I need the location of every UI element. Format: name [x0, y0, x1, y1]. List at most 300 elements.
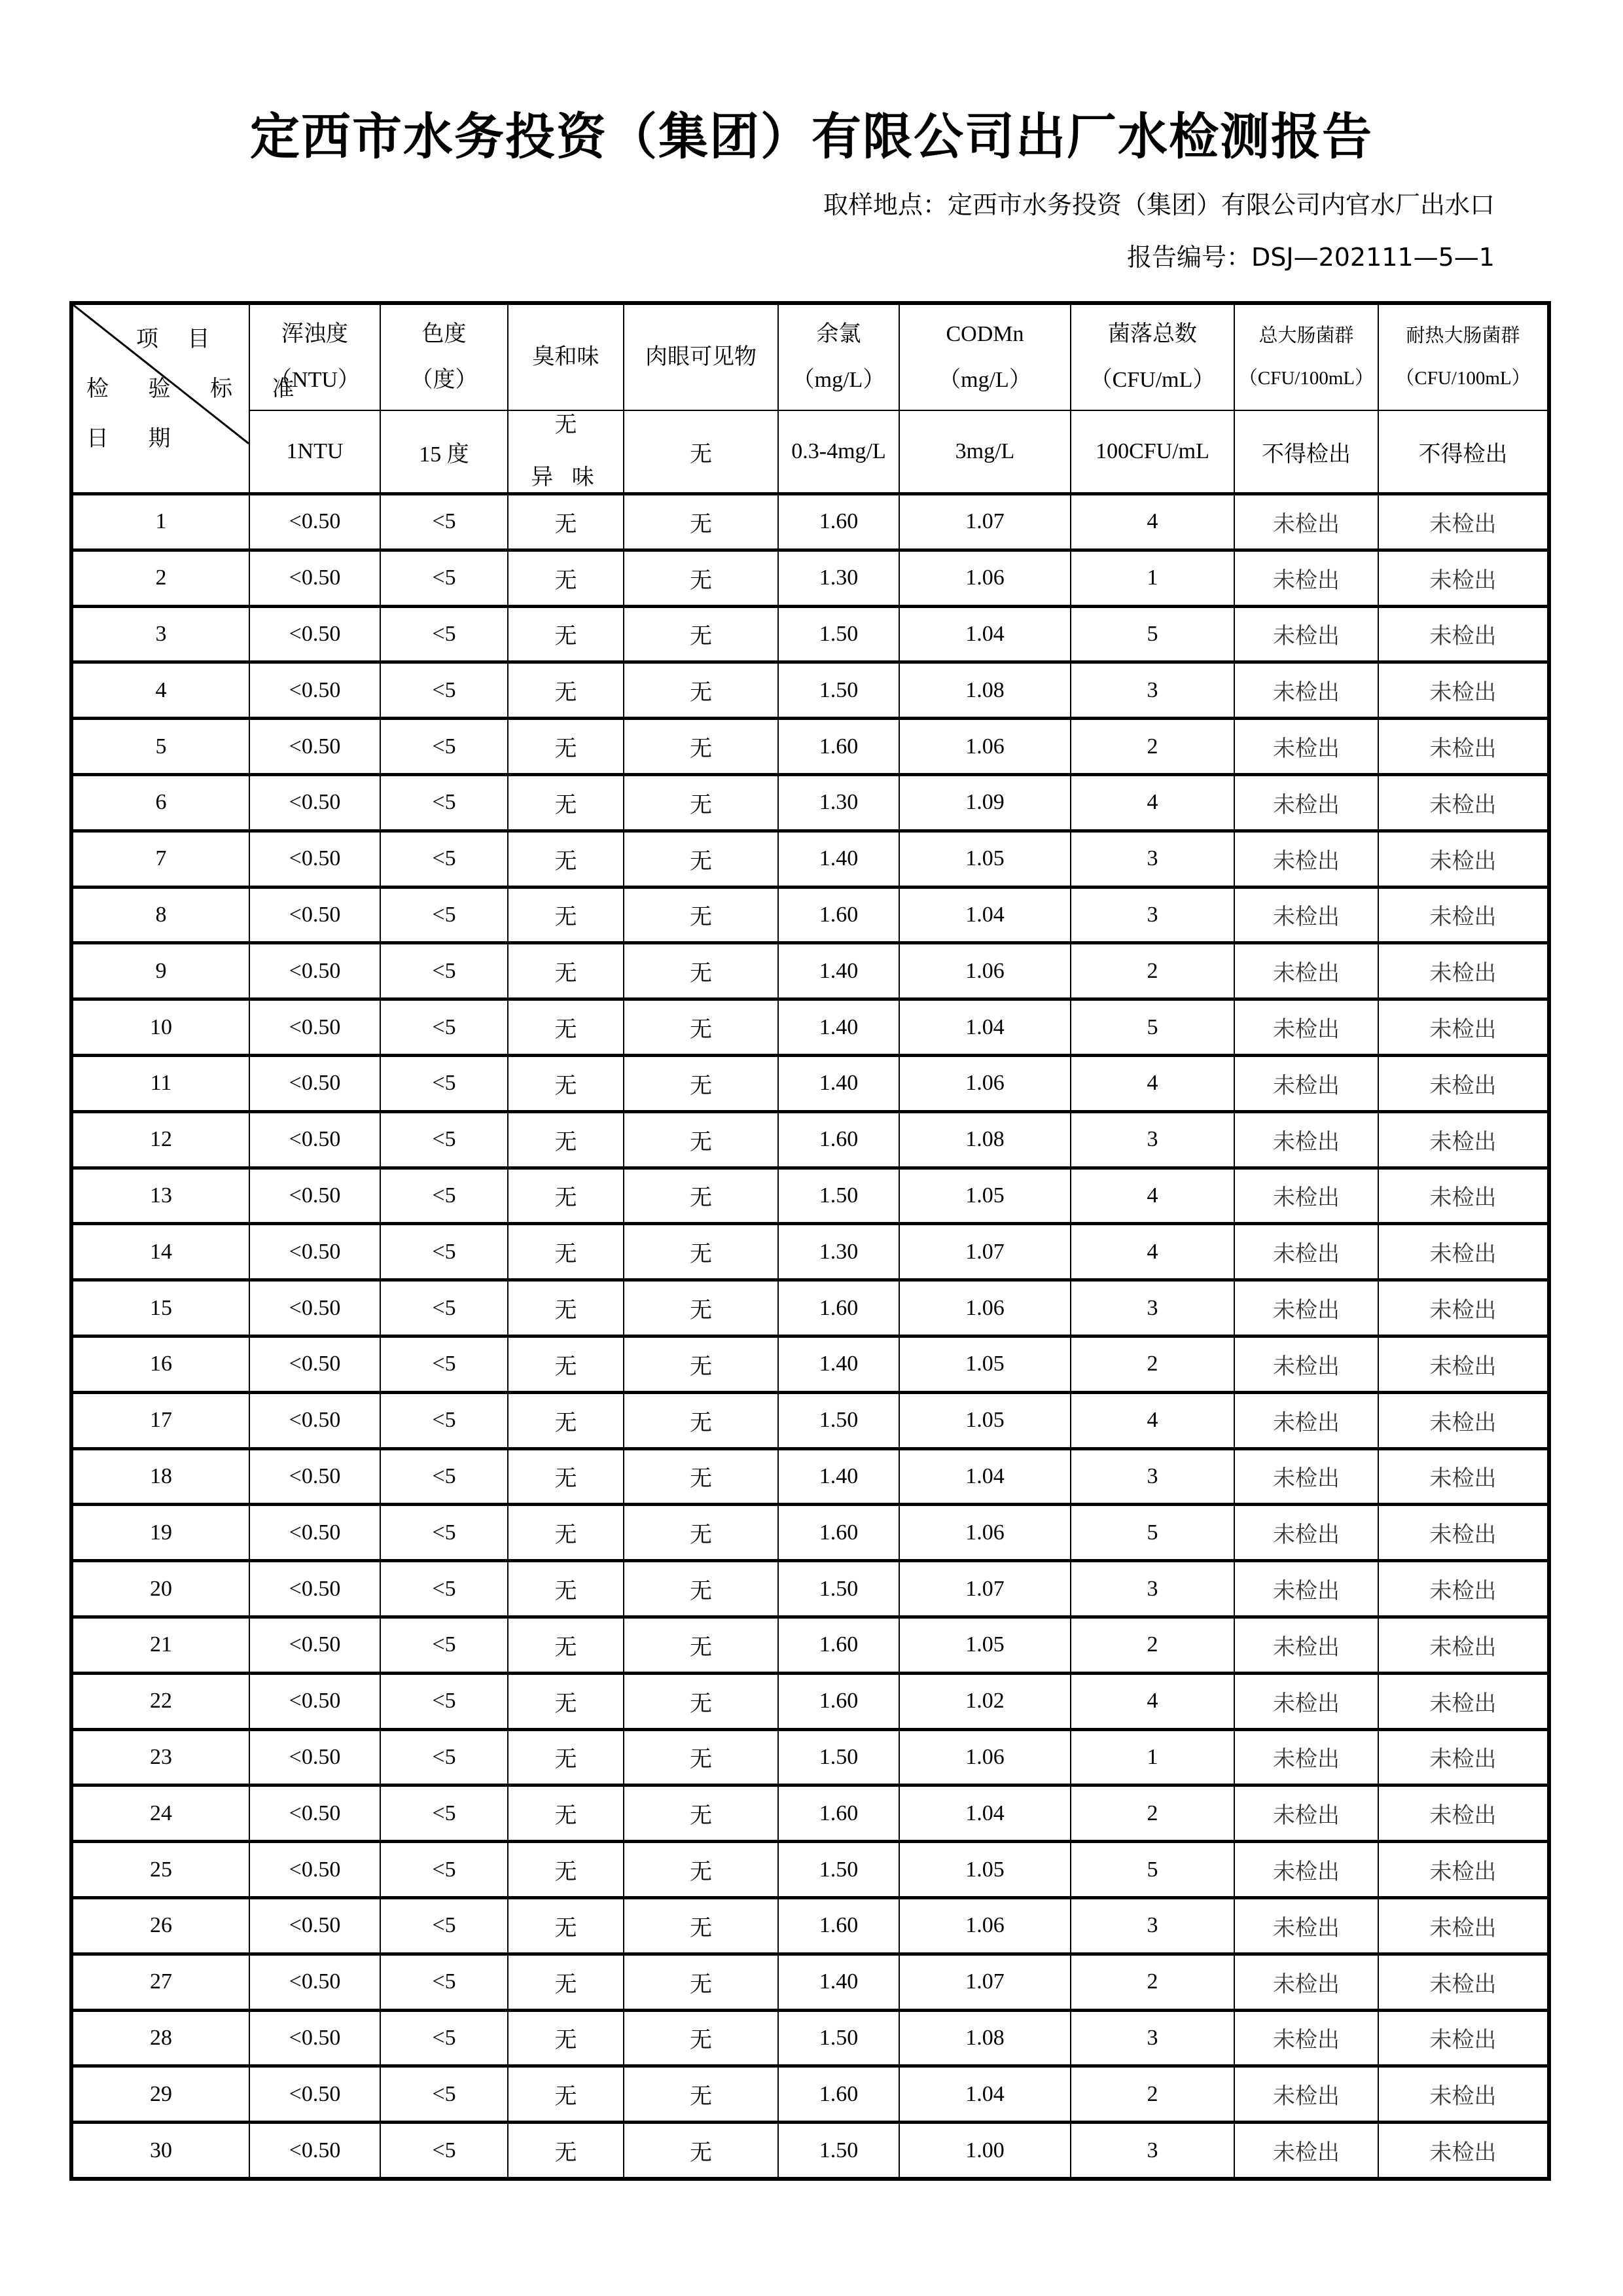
table-row: [71, 1336, 1549, 1392]
thermotolerant-coliforms-cell: 未检出: [1378, 831, 1549, 887]
thermotolerant-coliforms-cell: 未检出: [1378, 1280, 1549, 1336]
date-cell: 3: [71, 606, 249, 662]
color-cell: <5: [380, 999, 508, 1056]
visible-matter-cell: 无: [624, 1729, 778, 1785]
color-cell: <5: [380, 831, 508, 887]
total-coliforms-cell: 未检出: [1234, 774, 1378, 831]
color-cell: <5: [380, 719, 508, 775]
turbidity-cell: <0.50: [249, 887, 380, 943]
header-row-items: [71, 303, 1549, 410]
odor-cell: 无: [508, 1224, 624, 1280]
column-header-codmn: CODMn （mg/L）: [899, 303, 1071, 410]
total-coliforms-cell: 未检出: [1234, 999, 1378, 1056]
thermotolerant-coliforms-cell: 未检出: [1378, 1617, 1549, 1673]
residual-chlorine-cell: 1.60: [778, 1617, 899, 1673]
turbidity-cell: <0.50: [249, 774, 380, 831]
turbidity-cell: <0.50: [249, 1617, 380, 1673]
residual-chlorine-cell: 1.60: [778, 887, 899, 943]
total-coliforms-cell: 未检出: [1234, 831, 1378, 887]
codmn-cell: 1.04: [899, 999, 1071, 1056]
color-cell: <5: [380, 606, 508, 662]
colony-count-cell: 5: [1071, 1505, 1234, 1561]
total-coliforms-cell: 未检出: [1234, 662, 1378, 719]
total-coliforms-cell: 未检出: [1234, 1897, 1378, 1954]
standard-colony-count: 100CFU/mL: [1071, 410, 1234, 494]
turbidity-cell: <0.50: [249, 1842, 380, 1898]
odor-cell: 无: [508, 1336, 624, 1392]
date-cell: 24: [71, 1785, 249, 1842]
codmn-cell: 1.06: [899, 1505, 1071, 1561]
total-coliforms-cell: 未检出: [1234, 2010, 1378, 2066]
residual-chlorine-cell: 1.30: [778, 774, 899, 831]
thermotolerant-coliforms-cell: 未检出: [1378, 2010, 1549, 2066]
visible-matter-cell: 无: [624, 550, 778, 606]
total-coliforms-cell: 未检出: [1234, 1842, 1378, 1898]
turbidity-cell: <0.50: [249, 2123, 380, 2179]
turbidity-cell: <0.50: [249, 831, 380, 887]
date-cell: 4: [71, 662, 249, 719]
date-cell: 15: [71, 1280, 249, 1336]
odor-cell: 无: [508, 606, 624, 662]
odor-cell: 无: [508, 1954, 624, 2010]
visible-matter-cell: 无: [624, 999, 778, 1056]
codmn-cell: 1.04: [899, 606, 1071, 662]
thermotolerant-coliforms-cell: 未检出: [1378, 943, 1549, 999]
standard-thermotolerant-coliforms: 不得检出: [1378, 410, 1549, 494]
color-cell: <5: [380, 2010, 508, 2066]
table-row: [71, 1842, 1549, 1898]
color-cell: <5: [380, 1842, 508, 1898]
table-row: [71, 1954, 1549, 2010]
standard-codmn: 3mg/L: [899, 410, 1071, 494]
codmn-cell: 1.00: [899, 2123, 1071, 2179]
colony-count-cell: 5: [1071, 606, 1234, 662]
color-cell: <5: [380, 1336, 508, 1392]
table-row: [71, 1505, 1549, 1561]
date-cell: 16: [71, 1336, 249, 1392]
colony-count-cell: 4: [1071, 1673, 1234, 1729]
residual-chlorine-cell: 1.50: [778, 2010, 899, 2066]
colony-count-cell: 3: [1071, 887, 1234, 943]
visible-matter-cell: 无: [624, 1617, 778, 1673]
corner-header-cell: [71, 303, 312, 494]
codmn-cell: 1.06: [899, 719, 1071, 775]
thermotolerant-coliforms-cell: 未检出: [1378, 1448, 1549, 1505]
total-coliforms-cell: 未检出: [1234, 1224, 1378, 1280]
table-row: [71, 606, 1549, 662]
thermotolerant-coliforms-cell: 未检出: [1378, 1842, 1549, 1898]
residual-chlorine-cell: 1.60: [778, 2066, 899, 2123]
odor-cell: 无: [508, 494, 624, 550]
turbidity-cell: <0.50: [249, 2066, 380, 2123]
codmn-cell: 1.07: [899, 494, 1071, 550]
odor-cell: 无: [508, 831, 624, 887]
date-cell: 25: [71, 1842, 249, 1898]
residual-chlorine-cell: 1.50: [778, 1842, 899, 1898]
turbidity-cell: <0.50: [249, 1392, 380, 1448]
thermotolerant-coliforms-cell: 未检出: [1378, 719, 1549, 775]
color-cell: <5: [380, 1111, 508, 1168]
thermotolerant-coliforms-cell: 未检出: [1378, 1336, 1549, 1392]
residual-chlorine-cell: 1.30: [778, 1224, 899, 1280]
turbidity-cell: <0.50: [249, 1954, 380, 2010]
color-cell: <5: [380, 1392, 508, 1448]
total-coliforms-cell: 未检出: [1234, 2066, 1378, 2123]
table-row: [71, 1897, 1549, 1954]
residual-chlorine-cell: 1.50: [778, 2123, 899, 2179]
date-cell: 8: [71, 887, 249, 943]
total-coliforms-cell: 未检出: [1234, 1954, 1378, 2010]
odor-cell: 无: [508, 550, 624, 606]
codmn-cell: 1.05: [899, 1842, 1071, 1898]
turbidity-cell: <0.50: [249, 550, 380, 606]
residual-chlorine-cell: 1.60: [778, 1280, 899, 1336]
visible-matter-cell: 无: [624, 1505, 778, 1561]
residual-chlorine-cell: 1.40: [778, 1336, 899, 1392]
visible-matter-cell: 无: [624, 774, 778, 831]
date-cell: 14: [71, 1224, 249, 1280]
color-cell: <5: [380, 943, 508, 999]
table-row: [71, 2010, 1549, 2066]
table-row: [71, 774, 1549, 831]
thermotolerant-coliforms-cell: 未检出: [1378, 2123, 1549, 2179]
column-header-total-coliforms: 总大肠菌群 （CFU/100mL）: [1234, 303, 1378, 410]
visible-matter-cell: 无: [624, 1842, 778, 1898]
date-cell: 6: [71, 774, 249, 831]
turbidity-cell: <0.50: [249, 1448, 380, 1505]
total-coliforms-cell: 未检出: [1234, 1111, 1378, 1168]
residual-chlorine-cell: 1.60: [778, 1505, 899, 1561]
codmn-cell: 1.07: [899, 1954, 1071, 2010]
color-cell: <5: [380, 1448, 508, 1505]
thermotolerant-coliforms-cell: 未检出: [1378, 1111, 1549, 1168]
thermotolerant-coliforms-cell: 未检出: [1378, 1729, 1549, 1785]
colony-count-cell: 3: [1071, 1448, 1234, 1505]
visible-matter-cell: 无: [624, 662, 778, 719]
table-row: [71, 2123, 1549, 2179]
table-row: [71, 550, 1549, 606]
total-coliforms-cell: 未检出: [1234, 606, 1378, 662]
table-row: [71, 2066, 1549, 2123]
visible-matter-cell: 无: [624, 494, 778, 550]
date-cell: 13: [71, 1168, 249, 1224]
codmn-cell: 1.04: [899, 887, 1071, 943]
total-coliforms-cell: 未检出: [1234, 719, 1378, 775]
residual-chlorine-cell: 1.50: [778, 1392, 899, 1448]
standard-color: 15 度: [380, 410, 508, 494]
colony-count-cell: 2: [1071, 1954, 1234, 2010]
colony-count-cell: 2: [1071, 1617, 1234, 1673]
residual-chlorine-cell: 1.40: [778, 943, 899, 999]
codmn-cell: 1.06: [899, 943, 1071, 999]
visible-matter-cell: 无: [624, 1448, 778, 1505]
residual-chlorine-cell: 1.60: [778, 1785, 899, 1842]
colony-count-cell: 2: [1071, 1336, 1234, 1392]
residual-chlorine-cell: 1.40: [778, 831, 899, 887]
odor-cell: 无: [508, 1111, 624, 1168]
standard-odor: 无 异 味: [508, 410, 624, 494]
colony-count-cell: 4: [1071, 1055, 1234, 1111]
odor-cell: 无: [508, 943, 624, 999]
codmn-cell: 1.04: [899, 1785, 1071, 1842]
turbidity-cell: <0.50: [249, 1505, 380, 1561]
report-number: 报告编号：DSJ—202111—5—1: [1126, 243, 1495, 272]
total-coliforms-cell: 未检出: [1234, 1561, 1378, 1617]
thermotolerant-coliforms-cell: 未检出: [1378, 887, 1549, 943]
codmn-cell: 1.04: [899, 1448, 1071, 1505]
codmn-cell: 1.05: [899, 1617, 1071, 1673]
color-cell: <5: [380, 550, 508, 606]
odor-cell: 无: [508, 1729, 624, 1785]
column-header-visible-matter: 肉眼可见物: [624, 303, 778, 410]
visible-matter-cell: 无: [624, 1392, 778, 1448]
codmn-cell: 1.06: [899, 550, 1071, 606]
column-header-turbidity: 浑浊度 （NTU）: [249, 303, 380, 410]
odor-cell: 无: [508, 774, 624, 831]
codmn-cell: 1.07: [899, 1561, 1071, 1617]
residual-chlorine-cell: 1.60: [778, 719, 899, 775]
date-cell: 7: [71, 831, 249, 887]
codmn-cell: 1.05: [899, 1168, 1071, 1224]
turbidity-cell: <0.50: [249, 719, 380, 775]
visible-matter-cell: 无: [624, 1673, 778, 1729]
residual-chlorine-cell: 1.60: [778, 494, 899, 550]
odor-cell: 无: [508, 2010, 624, 2066]
corner-item-label: 项 目: [136, 327, 222, 351]
colony-count-cell: 4: [1071, 1224, 1234, 1280]
water-quality-table: [69, 301, 1551, 2181]
residual-chlorine-cell: 1.40: [778, 999, 899, 1056]
date-cell: 2: [71, 550, 249, 606]
visible-matter-cell: 无: [624, 2010, 778, 2066]
residual-chlorine-cell: 1.30: [778, 550, 899, 606]
table-row: [71, 1561, 1549, 1617]
column-header-residual-chlorine: 余氯 （mg/L）: [778, 303, 899, 410]
table-row: [71, 1673, 1549, 1729]
header-row-standards: [71, 410, 1549, 494]
total-coliforms-cell: 未检出: [1234, 1505, 1378, 1561]
turbidity-cell: <0.50: [249, 1561, 380, 1617]
color-cell: <5: [380, 1729, 508, 1785]
codmn-cell: 1.04: [899, 2066, 1071, 2123]
odor-cell: 无: [508, 999, 624, 1056]
standard-residual-chlorine: 0.3-4mg/L: [778, 410, 899, 494]
residual-chlorine-cell: 1.60: [778, 1897, 899, 1954]
colony-count-cell: 2: [1071, 2066, 1234, 2123]
date-cell: 23: [71, 1729, 249, 1785]
color-cell: <5: [380, 1617, 508, 1673]
codmn-cell: 1.05: [899, 831, 1071, 887]
total-coliforms-cell: 未检出: [1234, 1392, 1378, 1448]
table-row: [71, 1448, 1549, 1505]
date-cell: 26: [71, 1897, 249, 1954]
color-cell: <5: [380, 662, 508, 719]
color-cell: <5: [380, 1954, 508, 2010]
turbidity-cell: <0.50: [249, 943, 380, 999]
date-cell: 30: [71, 2123, 249, 2179]
thermotolerant-coliforms-cell: 未检出: [1378, 1673, 1549, 1729]
standard-total-coliforms: 不得检出: [1234, 410, 1378, 494]
odor-cell: 无: [508, 662, 624, 719]
thermotolerant-coliforms-cell: 未检出: [1378, 1561, 1549, 1617]
total-coliforms-cell: 未检出: [1234, 1617, 1378, 1673]
odor-cell: 无: [508, 1897, 624, 1954]
visible-matter-cell: 无: [624, 1897, 778, 1954]
colony-count-cell: 1: [1071, 550, 1234, 606]
total-coliforms-cell: 未检出: [1234, 1673, 1378, 1729]
colony-count-cell: 4: [1071, 1168, 1234, 1224]
table-row: [71, 1785, 1549, 1842]
colony-count-cell: 5: [1071, 999, 1234, 1056]
colony-count-cell: 4: [1071, 494, 1234, 550]
color-cell: <5: [380, 1897, 508, 1954]
report-title: 定西市水务投资（集团）有限公司出厂水检测报告: [250, 107, 1373, 166]
date-cell: 12: [71, 1111, 249, 1168]
date-cell: 19: [71, 1505, 249, 1561]
codmn-cell: 1.08: [899, 1111, 1071, 1168]
turbidity-cell: <0.50: [249, 1729, 380, 1785]
column-header-thermotolerant-coliforms: 耐热大肠菌群 （CFU/100mL）: [1378, 303, 1549, 410]
colony-count-cell: 3: [1071, 662, 1234, 719]
thermotolerant-coliforms-cell: 未检出: [1378, 1897, 1549, 1954]
residual-chlorine-cell: 1.40: [778, 1954, 899, 2010]
visible-matter-cell: 无: [624, 1224, 778, 1280]
residual-chlorine-cell: 1.50: [778, 662, 899, 719]
odor-cell: 无: [508, 1448, 624, 1505]
color-cell: <5: [380, 1280, 508, 1336]
turbidity-cell: <0.50: [249, 606, 380, 662]
total-coliforms-cell: 未检出: [1234, 550, 1378, 606]
thermotolerant-coliforms-cell: 未检出: [1378, 2066, 1549, 2123]
thermotolerant-coliforms-cell: 未检出: [1378, 1224, 1549, 1280]
turbidity-cell: <0.50: [249, 1336, 380, 1392]
visible-matter-cell: 无: [624, 606, 778, 662]
colony-count-cell: 2: [1071, 1785, 1234, 1842]
thermotolerant-coliforms-cell: 未检出: [1378, 1055, 1549, 1111]
turbidity-cell: <0.50: [249, 2010, 380, 2066]
color-cell: <5: [380, 1505, 508, 1561]
turbidity-cell: <0.50: [249, 662, 380, 719]
thermotolerant-coliforms-cell: 未检出: [1378, 550, 1549, 606]
visible-matter-cell: 无: [624, 1561, 778, 1617]
total-coliforms-cell: 未检出: [1234, 943, 1378, 999]
colony-count-cell: 3: [1071, 2010, 1234, 2066]
total-coliforms-cell: 未检出: [1234, 2123, 1378, 2179]
date-cell: 21: [71, 1617, 249, 1673]
color-cell: <5: [380, 1785, 508, 1842]
thermotolerant-coliforms-cell: 未检出: [1378, 1785, 1549, 1842]
standard-turbidity: 1NTU: [249, 410, 380, 494]
table-row: [71, 943, 1549, 999]
colony-count-cell: 2: [1071, 943, 1234, 999]
color-cell: <5: [380, 774, 508, 831]
visible-matter-cell: 无: [624, 1336, 778, 1392]
turbidity-cell: <0.50: [249, 1673, 380, 1729]
total-coliforms-cell: 未检出: [1234, 1168, 1378, 1224]
visible-matter-cell: 无: [624, 1954, 778, 2010]
standard-visible-matter: 无: [624, 410, 778, 494]
visible-matter-cell: 无: [624, 1055, 778, 1111]
codmn-cell: 1.08: [899, 662, 1071, 719]
visible-matter-cell: 无: [624, 887, 778, 943]
odor-cell: 无: [508, 1280, 624, 1336]
date-cell: 5: [71, 719, 249, 775]
odor-cell: 无: [508, 1785, 624, 1842]
odor-cell: 无: [508, 1673, 624, 1729]
table-row: [71, 1280, 1549, 1336]
color-cell: <5: [380, 1561, 508, 1617]
turbidity-cell: <0.50: [249, 1785, 380, 1842]
total-coliforms-cell: 未检出: [1234, 1336, 1378, 1392]
codmn-cell: 1.06: [899, 1280, 1071, 1336]
turbidity-cell: <0.50: [249, 1055, 380, 1111]
total-coliforms-cell: 未检出: [1234, 1729, 1378, 1785]
visible-matter-cell: 无: [624, 1111, 778, 1168]
column-header-colony-count: 菌落总数 （CFU/mL）: [1071, 303, 1234, 410]
date-cell: 20: [71, 1561, 249, 1617]
table-row: [71, 1055, 1549, 1111]
column-header-odor: 臭和味: [508, 303, 624, 410]
thermotolerant-coliforms-cell: 未检出: [1378, 999, 1549, 1056]
colony-count-cell: 3: [1071, 1897, 1234, 1954]
date-cell: 10: [71, 999, 249, 1056]
codmn-cell: 1.06: [899, 1729, 1071, 1785]
total-coliforms-cell: 未检出: [1234, 1448, 1378, 1505]
residual-chlorine-cell: 1.50: [778, 606, 899, 662]
date-cell: 17: [71, 1392, 249, 1448]
turbidity-cell: <0.50: [249, 1897, 380, 1954]
total-coliforms-cell: 未检出: [1234, 494, 1378, 550]
table-row: [71, 831, 1549, 887]
date-cell: 28: [71, 2010, 249, 2066]
turbidity-cell: <0.50: [249, 1168, 380, 1224]
residual-chlorine-cell: 1.50: [778, 1561, 899, 1617]
turbidity-cell: <0.50: [249, 1280, 380, 1336]
date-cell: 1: [71, 494, 249, 550]
total-coliforms-cell: 未检出: [1234, 1785, 1378, 1842]
turbidity-cell: <0.50: [249, 999, 380, 1056]
color-cell: <5: [380, 887, 508, 943]
total-coliforms-cell: 未检出: [1234, 1055, 1378, 1111]
table-row: [71, 887, 1549, 943]
turbidity-cell: <0.50: [249, 1224, 380, 1280]
table-row: [71, 1224, 1549, 1280]
colony-count-cell: 3: [1071, 2123, 1234, 2179]
table-row: [71, 1617, 1549, 1673]
visible-matter-cell: 无: [624, 1280, 778, 1336]
thermotolerant-coliforms-cell: 未检出: [1378, 774, 1549, 831]
colony-count-cell: 3: [1071, 1280, 1234, 1336]
total-coliforms-cell: 未检出: [1234, 1280, 1378, 1336]
corner-standard-label: 检 验 标 准: [86, 377, 312, 401]
residual-chlorine-cell: 1.60: [778, 1111, 899, 1168]
total-coliforms-cell: 未检出: [1234, 887, 1378, 943]
odor-cell: 无: [508, 1055, 624, 1111]
odor-cell: 无: [508, 1617, 624, 1673]
table-row: [71, 1729, 1549, 1785]
odor-cell: 无: [508, 2123, 624, 2179]
codmn-cell: 1.06: [899, 1897, 1071, 1954]
codmn-cell: 1.06: [899, 1055, 1071, 1111]
odor-cell: 无: [508, 1168, 624, 1224]
colony-count-cell: 3: [1071, 831, 1234, 887]
codmn-cell: 1.08: [899, 2010, 1071, 2066]
visible-matter-cell: 无: [624, 1785, 778, 1842]
corner-date-label: 日 期: [86, 427, 188, 451]
thermotolerant-coliforms-cell: 未检出: [1378, 494, 1549, 550]
color-cell: <5: [380, 2066, 508, 2123]
colony-count-cell: 4: [1071, 1392, 1234, 1448]
